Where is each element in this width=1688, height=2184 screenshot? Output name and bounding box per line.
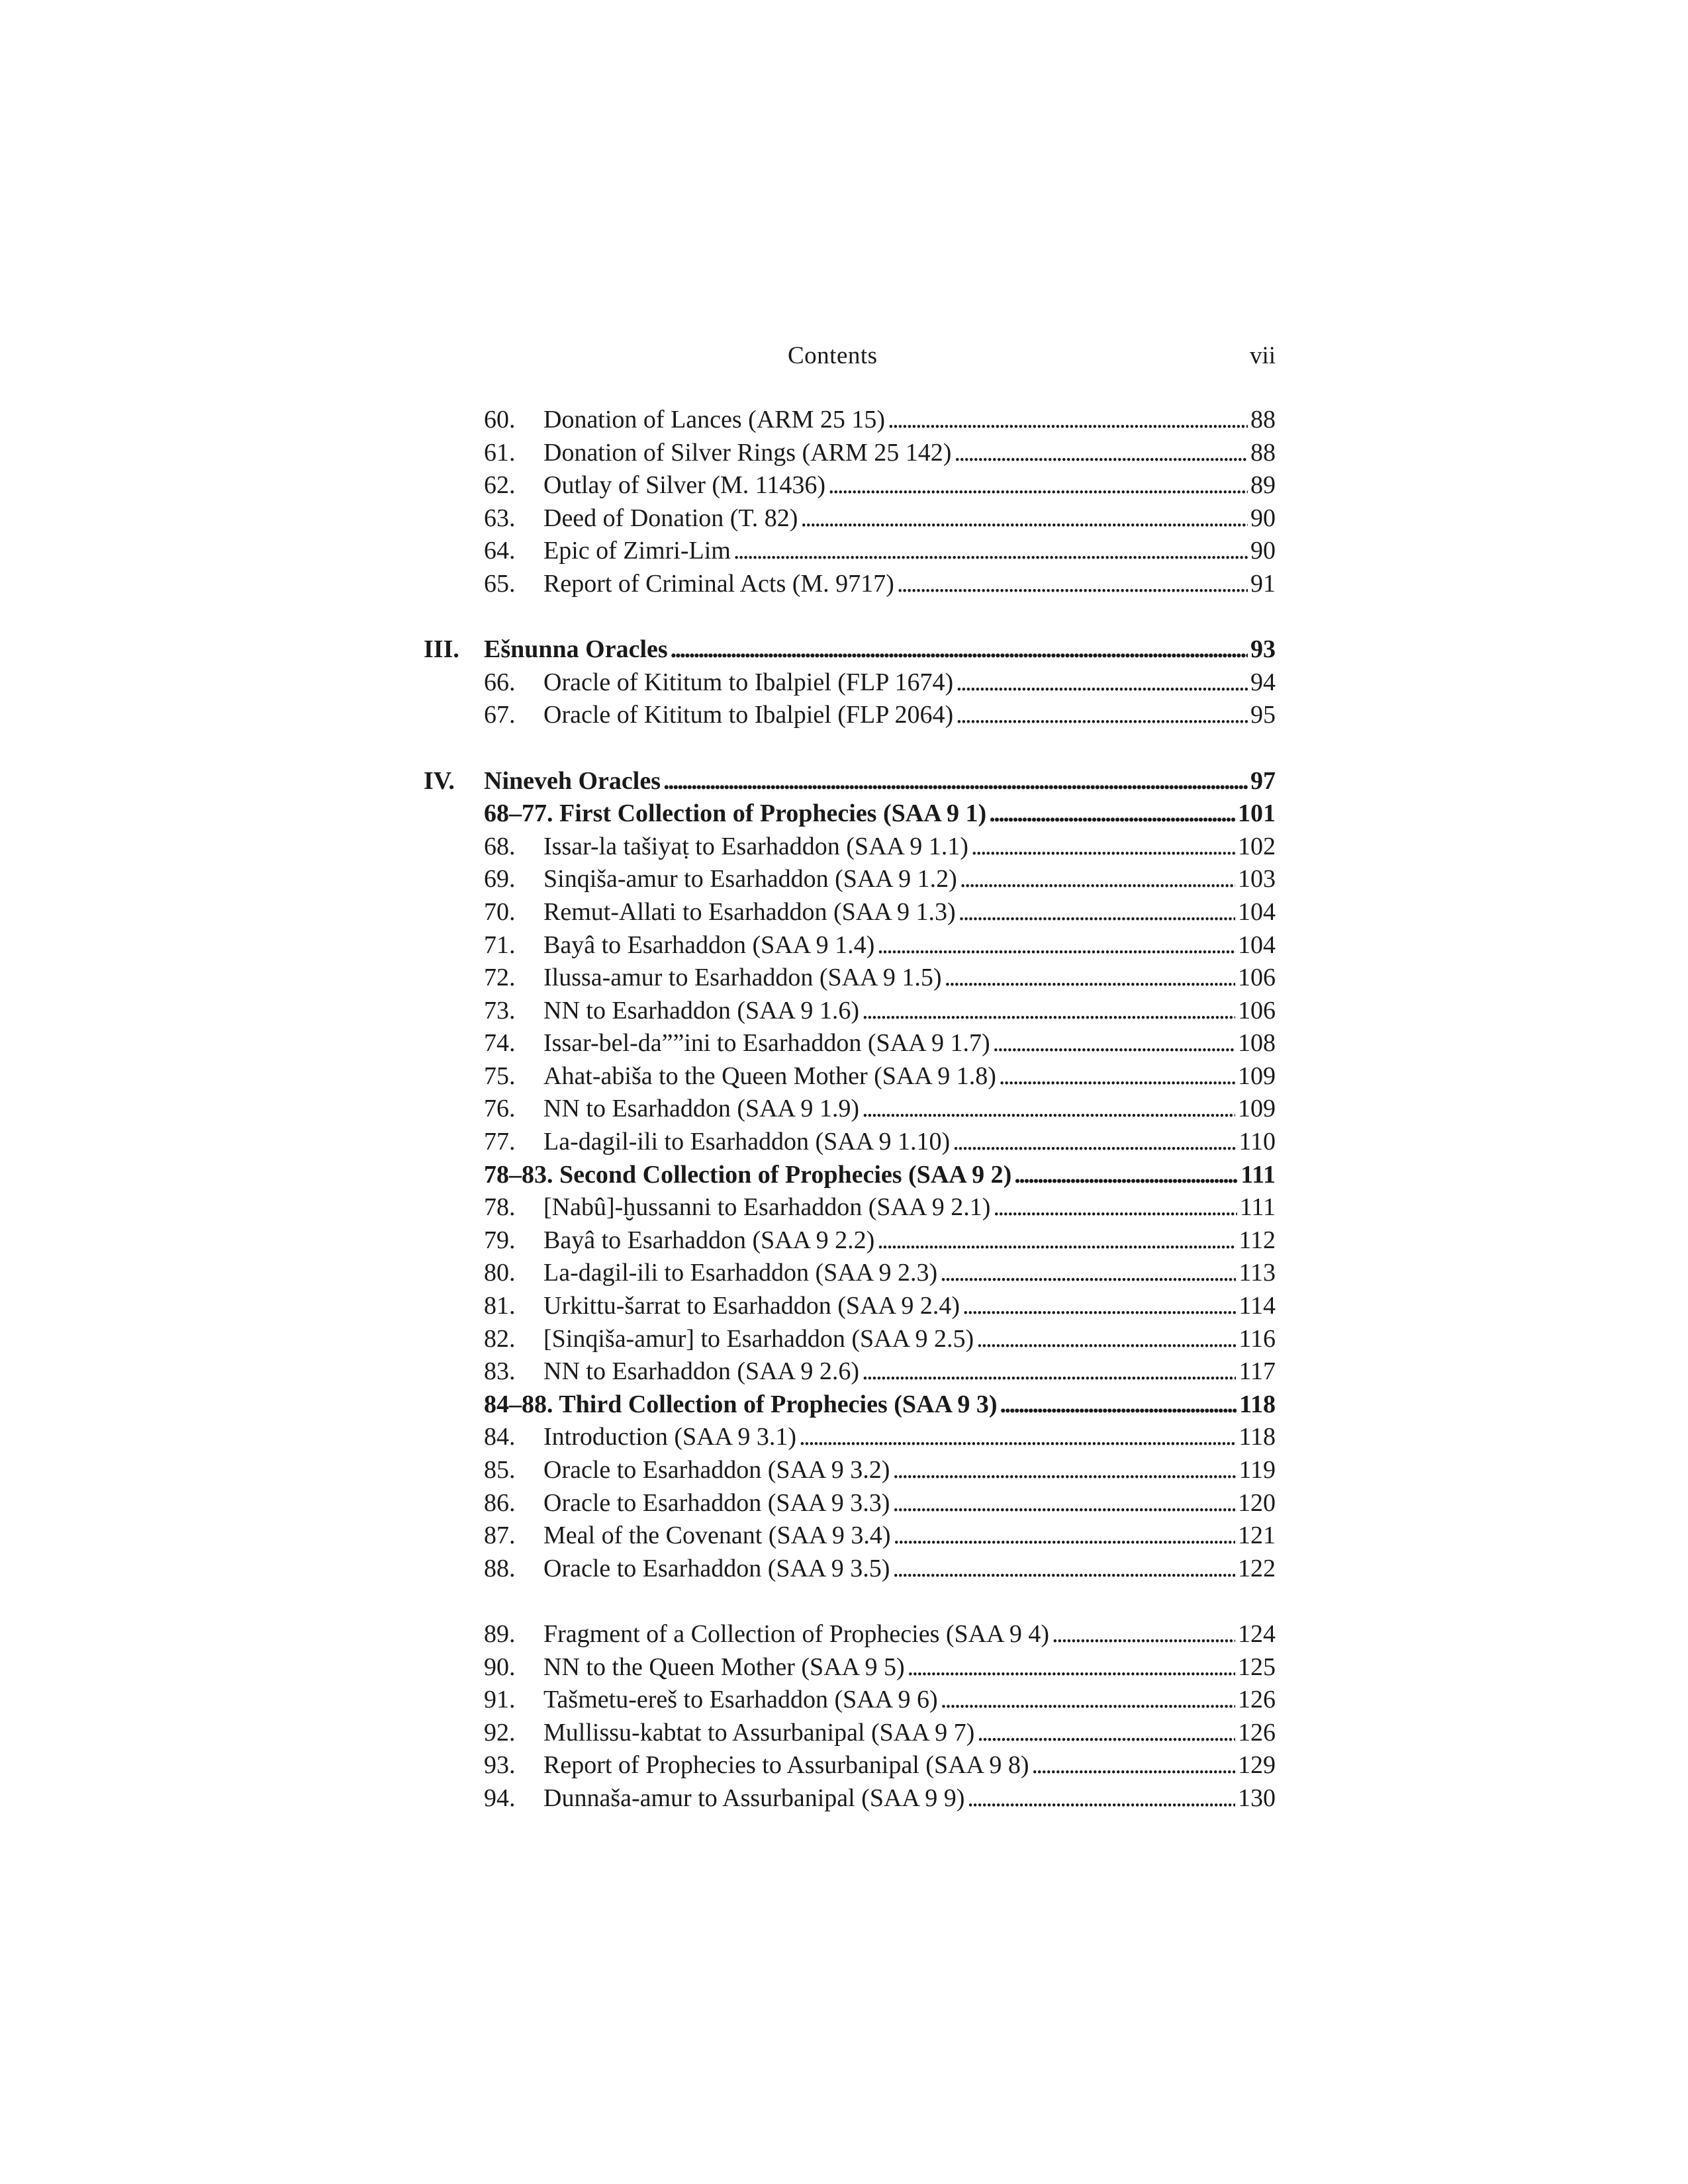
- dot-leader: [945, 962, 1235, 995]
- toc-page-number: 117: [1239, 1357, 1276, 1386]
- toc-page-number: 94: [1250, 668, 1276, 696]
- dot-leader: [941, 1684, 1235, 1717]
- toc-entry: [424, 666, 1276, 700]
- toc-collection: [424, 1388, 1276, 1422]
- toc-entry-title: Remut-Allati to Esarhaddon (SAA 9 1.3): [543, 897, 956, 926]
- toc-entry-title: Introduction (SAA 9 3.1): [543, 1423, 797, 1451]
- toc-entry-number: 86.: [484, 1488, 516, 1517]
- toc-entry-title: Issar-bel-da””ini to Esarhaddon (SAA 9 1.7): [543, 1029, 990, 1058]
- toc-page-number: 108: [1238, 1029, 1276, 1058]
- toc-spacer: [424, 601, 1276, 634]
- dot-leader: [976, 1323, 1236, 1356]
- toc-entry: [424, 1717, 1276, 1750]
- toc-entry-title: Bayâ to Esarhaddon (SAA 9 2.2): [543, 1226, 875, 1254]
- toc-entry: [424, 437, 1276, 470]
- toc-page-number: 104: [1238, 897, 1276, 926]
- toc-page-number: 125: [1238, 1653, 1276, 1681]
- dot-leader: [892, 1454, 1236, 1487]
- toc-entry: [424, 502, 1276, 535]
- toc-entry: [424, 1224, 1276, 1257]
- toc-section-title: Nineveh Oracles: [484, 766, 661, 795]
- toc-section-numeral: III.: [424, 635, 459, 664]
- dot-leader: [977, 1717, 1235, 1750]
- toc-entry: [424, 535, 1276, 568]
- dot-leader: [993, 1191, 1237, 1224]
- toc-entry-number: 93.: [484, 1751, 516, 1780]
- toc-entry-title: Ahat-abiša to the Queen Mother (SAA 9 1.8): [543, 1062, 996, 1090]
- toc-page-number: 101: [1238, 799, 1276, 828]
- toc-entry: [424, 1323, 1276, 1356]
- toc-entry: [424, 1126, 1276, 1159]
- toc-entry-number: 84.: [484, 1423, 516, 1451]
- dot-leader: [862, 995, 1235, 1028]
- dot-leader: [1052, 1618, 1235, 1651]
- toc-page-number: 118: [1239, 1423, 1276, 1451]
- toc-page-number: 89: [1250, 471, 1276, 500]
- toc-entry-number: 68.: [484, 832, 516, 860]
- toc-page-number: 90: [1250, 504, 1276, 532]
- toc-collection-title: 68–77. First Collection of Prophecies (SAA 9 1): [484, 799, 987, 828]
- toc-entry-title: Meal of the Covenant (SAA 9 3.4): [543, 1522, 891, 1550]
- dot-leader: [967, 1782, 1235, 1815]
- toc-entry-title: Oracle to Esarhaddon (SAA 9 3.5): [543, 1554, 890, 1582]
- toc-page-number: 109: [1238, 1062, 1276, 1090]
- toc-entry-number: 77.: [484, 1128, 516, 1156]
- dot-leader: [800, 502, 1248, 535]
- toc-entry-title: Report of Criminal Acts (M. 9717): [543, 569, 894, 598]
- toc-page-number: 103: [1238, 865, 1276, 893]
- toc-page-number: 122: [1238, 1554, 1276, 1582]
- dot-leader: [959, 896, 1235, 929]
- toc-entry-number: 88.: [484, 1554, 516, 1582]
- toc-entry: [424, 863, 1276, 896]
- toc-page-number: 97: [1250, 766, 1276, 795]
- toc-entry-number: 90.: [484, 1653, 516, 1681]
- toc-entry-number: 79.: [484, 1226, 516, 1254]
- toc-entry: [424, 1749, 1276, 1782]
- dot-leader: [1032, 1749, 1235, 1782]
- toc-entry: [424, 831, 1276, 864]
- toc-entry: [424, 1618, 1276, 1651]
- toc-entry-number: 94.: [484, 1784, 516, 1812]
- dot-leader: [962, 1290, 1236, 1323]
- toc-entry-title: Donation of Lances (ARM 25 15): [543, 406, 886, 433]
- toc-entry: [424, 1191, 1276, 1224]
- dot-leader: [892, 1553, 1235, 1586]
- toc-page-number: 124: [1238, 1619, 1276, 1648]
- toc-entry-title: [Sinqiša-amur] to Esarhaddon (SAA 9 2.5): [543, 1324, 974, 1353]
- toc-entry: [424, 699, 1276, 732]
- toc-page-number: 116: [1239, 1324, 1276, 1353]
- dot-leader: [971, 831, 1235, 864]
- dot-leader: [993, 1027, 1235, 1060]
- dot-leader: [954, 437, 1248, 470]
- toc-entry-title: NN to Esarhaddon (SAA 9 1.9): [543, 1095, 860, 1123]
- dot-leader: [862, 1093, 1235, 1126]
- toc-entry-title: Report of Prophecies to Assurbanipal (SAA 9 8): [543, 1751, 1029, 1780]
- toc-page-number: 121: [1238, 1522, 1276, 1550]
- toc-entry-number: 76.: [484, 1095, 516, 1123]
- toc-entry-title: Bayâ to Esarhaddon (SAA 9 1.4): [543, 931, 875, 959]
- toc-entry: [424, 1487, 1276, 1520]
- running-title: Contents: [788, 342, 878, 369]
- toc-entry-title: Fragment of a Collection of Prophecies (SAA 9 4): [543, 1619, 1050, 1648]
- dot-leader: [799, 1421, 1236, 1454]
- toc-entry: [424, 962, 1276, 995]
- toc-entry-number: 80.: [484, 1259, 516, 1287]
- toc-entry: [424, 1454, 1276, 1487]
- toc-page-number: 114: [1239, 1292, 1276, 1320]
- dot-leader: [828, 469, 1248, 502]
- toc-entry-number: 67.: [484, 701, 516, 729]
- toc-page-number: 104: [1238, 931, 1276, 959]
- toc-section-numeral: IV.: [424, 766, 455, 795]
- toc-entry-number: 71.: [484, 931, 516, 959]
- toc-entry-number: 89.: [484, 1619, 516, 1648]
- page-number: vii: [1249, 342, 1276, 369]
- dot-leader: [989, 797, 1235, 831]
- toc-page-number: 111: [1239, 1193, 1276, 1222]
- dot-leader: [1014, 1159, 1238, 1192]
- toc-entry-number: 91.: [484, 1686, 516, 1714]
- toc-entry: [424, 1257, 1276, 1290]
- dot-leader: [908, 1651, 1235, 1684]
- toc-entry: [424, 404, 1276, 437]
- toc-entry-title: Ilussa-amur to Esarhaddon (SAA 9 1.5): [543, 964, 942, 992]
- toc-entry-number: 81.: [484, 1292, 516, 1320]
- toc-entry-title: Dunnaša-amur to Assurbanipal (SAA 9 9): [543, 1784, 965, 1812]
- toc-page-number: 120: [1238, 1488, 1276, 1517]
- toc-entry: [424, 1093, 1276, 1126]
- toc-entry-title: NN to Esarhaddon (SAA 9 1.6): [543, 996, 860, 1024]
- toc-page-number: 126: [1238, 1718, 1276, 1747]
- toc-entry-number: 65.: [484, 569, 516, 598]
- toc-entry-number: 75.: [484, 1062, 516, 1090]
- dot-leader: [999, 1060, 1235, 1093]
- toc-entry-number: 82.: [484, 1324, 516, 1353]
- toc-entry: [424, 1355, 1276, 1388]
- toc-entry-title: Oracle to Esarhaddon (SAA 9 3.3): [543, 1488, 890, 1517]
- dot-leader: [877, 929, 1235, 962]
- dot-leader: [877, 1224, 1236, 1257]
- toc-page-number: 90: [1250, 537, 1276, 565]
- dot-leader: [956, 699, 1248, 732]
- toc-entry: [424, 1684, 1276, 1717]
- dot-leader: [894, 1520, 1235, 1553]
- toc-page-number: 112: [1239, 1226, 1276, 1254]
- toc-entry-number: 85.: [484, 1456, 516, 1484]
- toc-entry-number: 73.: [484, 996, 516, 1024]
- toc-entry-title: Oracle of Kititum to Ibalpiel (FLP 2064): [543, 701, 954, 729]
- toc-page-number: 93: [1250, 635, 1276, 664]
- toc-entry: [424, 929, 1276, 962]
- toc-entry-number: 69.: [484, 865, 516, 893]
- toc-entry-title: Oracle of Kititum to Ibalpiel (FLP 1674): [543, 668, 954, 696]
- toc-collection-title: 78–83. Second Collection of Prophecies (SAA 9 2): [484, 1160, 1012, 1189]
- toc-entry-title: Donation of Silver Rings (ARM 25 142): [543, 438, 952, 467]
- toc-entry-title: Tašmetu-ereš to Esarhaddon (SAA 9 6): [543, 1686, 938, 1714]
- toc-page-number: 113: [1239, 1259, 1276, 1287]
- toc-page-number: 110: [1239, 1128, 1276, 1156]
- toc-page-number: 91: [1250, 569, 1276, 598]
- toc-entry-title: Outlay of Silver (M. 11436): [543, 471, 826, 500]
- toc-page-number: 102: [1238, 832, 1276, 860]
- toc-entry-title: Epic of Zimri-Lim: [543, 537, 731, 565]
- dot-leader: [960, 863, 1235, 896]
- toc-entry-number: 92.: [484, 1718, 516, 1747]
- toc-entry: [424, 1060, 1276, 1093]
- dot-leader: [888, 404, 1248, 437]
- toc-entry: [424, 1520, 1276, 1553]
- toc-page-number: 126: [1238, 1686, 1276, 1714]
- toc-entry-number: 70.: [484, 897, 516, 926]
- dot-leader: [663, 765, 1248, 798]
- dot-leader: [953, 1126, 1236, 1159]
- toc-page-number: 129: [1238, 1751, 1276, 1780]
- toc-page-number: 106: [1238, 964, 1276, 992]
- toc-page-number: 109: [1238, 1095, 1276, 1123]
- toc-entry-title: Issar-la tašiyaṭ to Esarhaddon (SAA 9 1.1): [543, 832, 968, 860]
- toc-collection: [424, 1159, 1276, 1192]
- toc-entry-number: 74.: [484, 1029, 516, 1058]
- toc-entry-title: Urkittu-šarrat to Esarhaddon (SAA 9 2.4): [543, 1292, 960, 1320]
- toc-entry: [424, 1553, 1276, 1586]
- dot-leader: [733, 535, 1248, 568]
- toc-entry-number: 87.: [484, 1522, 516, 1550]
- toc-entry-title: NN to the Queen Mother (SAA 9 5): [543, 1653, 905, 1681]
- toc-entry-title: Deed of Donation (T. 82): [543, 504, 798, 532]
- toc-entry-number: 83.: [484, 1357, 516, 1386]
- toc-page-number: 95: [1250, 701, 1276, 729]
- toc-page-number: 130: [1238, 1784, 1276, 1812]
- table-of-contents: [424, 404, 1276, 1815]
- dot-leader: [671, 633, 1248, 666]
- toc-entry: [424, 1290, 1276, 1323]
- toc-collection-title: 84–88. Third Collection of Prophecies (SAA 9 3): [484, 1390, 998, 1418]
- dot-leader: [940, 1257, 1236, 1290]
- toc-entry-number: 61.: [484, 438, 516, 467]
- dot-leader: [956, 666, 1248, 700]
- dot-leader: [862, 1355, 1236, 1388]
- toc-entry-number: 60.: [484, 406, 516, 433]
- toc-entry: [424, 896, 1276, 929]
- toc-entry-title: Mullissu-kabtat to Assurbanipal (SAA 9 7): [543, 1718, 975, 1747]
- toc-entry-title: NN to Esarhaddon (SAA 9 2.6): [543, 1357, 860, 1386]
- toc-section: [424, 633, 1276, 666]
- toc-entry-title: La-dagil-ili to Esarhaddon (SAA 9 2.3): [543, 1259, 938, 1287]
- toc-section: [424, 765, 1276, 798]
- toc-entry-title: Sinqiša-amur to Esarhaddon (SAA 9 1.2): [543, 865, 957, 893]
- toc-entry: [424, 1421, 1276, 1454]
- toc-collection: [424, 797, 1276, 831]
- dot-leader: [897, 568, 1248, 601]
- toc-entry-number: 66.: [484, 668, 516, 696]
- toc-entry-title: [Nabû]-ḫussanni to Esarhaddon (SAA 9 2.1): [543, 1193, 991, 1222]
- toc-entry: [424, 1651, 1276, 1684]
- toc-entry-title: La-dagil-ili to Esarhaddon (SAA 9 1.10): [543, 1128, 951, 1156]
- toc-page-number: 88: [1250, 406, 1276, 433]
- toc-entry-number: 78.: [484, 1193, 516, 1222]
- toc-page-number: 118: [1239, 1390, 1276, 1418]
- toc-section-title: Ešnunna Oracles: [484, 635, 668, 664]
- toc-entry-number: 63.: [484, 504, 516, 532]
- toc-entry: [424, 1782, 1276, 1815]
- dot-leader: [1000, 1388, 1237, 1422]
- toc-entry-number: 62.: [484, 471, 516, 500]
- toc-entry: [424, 1027, 1276, 1060]
- toc-spacer: [424, 1585, 1276, 1618]
- toc-page-number: 119: [1239, 1456, 1276, 1484]
- toc-entry: [424, 469, 1276, 502]
- toc-entry-number: 64.: [484, 537, 516, 565]
- toc-entry-number: 72.: [484, 964, 516, 992]
- dot-leader: [892, 1487, 1235, 1520]
- toc-page-number: 106: [1238, 996, 1276, 1024]
- toc-spacer: [424, 732, 1276, 765]
- toc-entry-title: Oracle to Esarhaddon (SAA 9 3.2): [543, 1456, 890, 1484]
- toc-page-number: 111: [1241, 1160, 1276, 1189]
- toc-entry: [424, 995, 1276, 1028]
- toc-entry: [424, 568, 1276, 601]
- toc-page-number: 88: [1250, 438, 1276, 467]
